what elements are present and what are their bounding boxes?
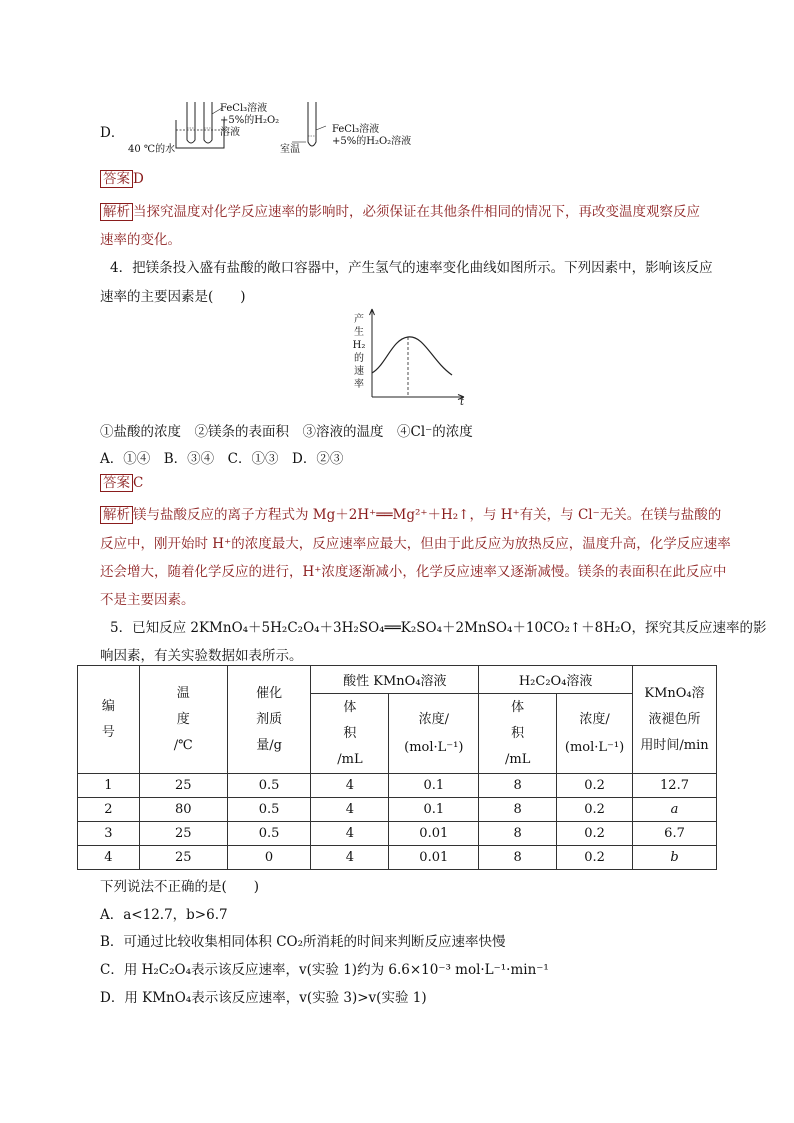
d-room-label: 室温 — [280, 144, 300, 155]
q3-analysis-line-1 — [100, 200, 720, 221]
q5-stem-line-2: 响因素，有关实验数据如表所示。 — [100, 648, 303, 664]
q4-options: A．①④ B．③④ C．①③ D．②③ — [100, 451, 344, 467]
header-text: 编 — [101, 698, 115, 714]
cell: 0 — [227, 846, 311, 870]
cell: 0.1 — [389, 798, 479, 822]
header-volume — [311, 694, 389, 774]
cell: 4 — [311, 798, 389, 822]
q4-analysis-line-3: 还会增大，随着化学反应的进行，H⁺浓度逐渐减小，化学反应速率又逐渐减慢。镁条的表面积在此反应中 — [100, 564, 727, 580]
q5-option-b: B．可通过比较收集相同体积 CO₂所消耗的时间来判断反应速率快慢 — [100, 934, 506, 950]
q5-option-c: C．用 H₂C₂O₄表示该反应速率，v(实验 1)约为 6.6×10⁻³ mol·L⁻¹·min⁻¹ — [100, 962, 549, 978]
table-row — [78, 774, 717, 798]
cell: 3 — [78, 822, 140, 846]
cell: 25 — [139, 774, 227, 798]
y-char: 的 — [354, 353, 364, 364]
header-text: /℃ — [173, 737, 193, 753]
cell: 0.2 — [557, 774, 633, 798]
cell: 4 — [311, 846, 389, 870]
header-text: 浓度/ — [418, 711, 449, 727]
header-text: 体 — [511, 699, 525, 715]
cell: 8 — [479, 846, 557, 870]
header-text: /mL — [504, 751, 531, 767]
cell: a — [633, 798, 717, 822]
y-char: 率 — [354, 379, 364, 390]
cell: 0.5 — [227, 774, 311, 798]
q4-stem-line-2: 速率的主要因素是( ) — [100, 289, 246, 305]
q4-analysis-line-2: 反应中，刚开始时 H⁺的浓度最大，反应速率应最大，但由于此反应为放热反应，温度升高，化学反应速率 — [100, 536, 731, 552]
cell: 0.2 — [557, 822, 633, 846]
d-left-labels — [220, 103, 279, 139]
cell: 2 — [78, 798, 140, 822]
analysis-tag: 解析 — [100, 506, 133, 524]
q4-analysis-text-1: 镁与盐酸反应的离子方程式为 Mg＋2H⁺══Mg²⁺＋H₂↑，与 H⁺有关，与 Cl⁻无关。在镁与盐酸的 — [133, 507, 722, 523]
q5-option-a: A．a<12.7，b>6.7 — [100, 907, 228, 923]
header-text: (mol·L⁻¹) — [404, 739, 464, 755]
cell: 4 — [78, 846, 140, 870]
cell: 8 — [479, 798, 557, 822]
q5-option-d: D．用 KMnO₄表示该反应速率，v(实验 3)>v(实验 1) — [100, 990, 427, 1006]
cell: 0.5 — [227, 798, 311, 822]
header-time — [633, 666, 717, 774]
experiment-table — [77, 665, 717, 870]
graph-x-label: t — [460, 397, 465, 408]
header-text: (mol·L⁻¹) — [564, 739, 625, 755]
cell: 0.01 — [389, 846, 479, 870]
q3-analysis-text-1: 当探究温度对化学反应速率的影响时，必须保证在其他条件相同的情况下，再改变温度观察反应 — [133, 204, 700, 220]
d-right-labels — [332, 124, 411, 148]
q4-answer-line — [100, 474, 143, 492]
cell: 0.1 — [389, 774, 479, 798]
header-kmno4: 酸性 KMnO₄溶液 — [311, 666, 479, 694]
header-text: 剂质 — [256, 711, 283, 727]
header-volume-2 — [479, 694, 557, 774]
table-row — [78, 846, 717, 870]
d-left-label-3: 溶液 — [220, 127, 240, 138]
q5-question: 下列说法不正确的是( ) — [100, 879, 260, 895]
cell: 4 — [311, 774, 389, 798]
d-right-label-2: +5%的H₂O₂溶液 — [332, 136, 412, 147]
header-text: 液褪色所 — [648, 711, 701, 727]
analysis-tag: 解析 — [100, 203, 133, 221]
header-text: 催化 — [256, 685, 283, 701]
d-right-label-1: FeCl₃溶液 — [332, 124, 380, 135]
cell: 25 — [139, 846, 227, 870]
q3-answer-line — [100, 170, 144, 188]
header-h2c2o4: H₂C₂O₄溶液 — [479, 666, 633, 694]
cell: 0.2 — [557, 798, 633, 822]
q4-answer: C — [133, 475, 144, 491]
answer-tag: 答案 — [100, 474, 133, 492]
header-no — [78, 666, 140, 774]
header-text: 度 — [176, 711, 190, 727]
q5-stem-line-1: 5．已知反应 2KMnO₄＋5H₂C₂O₄＋3H₂SO₄══K₂SO₄＋2MnSO₄＋10CO₂↑＋8H₂O，探究其反应速率的影 — [110, 620, 767, 636]
header-text: 体 — [343, 699, 357, 715]
cell: 1 — [78, 774, 140, 798]
header-text: 号 — [101, 724, 115, 740]
graph-y-label — [352, 313, 366, 391]
header-text: 积 — [343, 725, 357, 741]
y-char: 产 — [354, 314, 364, 325]
table-row — [78, 822, 717, 846]
y-char: 速 — [354, 366, 364, 377]
rate-graph — [352, 305, 472, 410]
q4-analysis-line-4: 不是主要因素。 — [100, 592, 195, 608]
header-text: 浓度/ — [579, 711, 610, 727]
q4-stem-line-1: 4．把镁条投入盛有盐酸的敞口容器中，产生氢气的速率变化曲线如图所示。下列因素中，影响该反应 — [110, 260, 713, 276]
header-concentration-2 — [557, 694, 633, 774]
cell: b — [633, 846, 717, 870]
header-text: KMnO₄溶 — [644, 685, 705, 701]
table-row — [78, 798, 717, 822]
cell: 80 — [139, 798, 227, 822]
q3-option-d-label: D． — [100, 125, 125, 141]
q3-answer: D — [133, 171, 144, 187]
header-catalyst — [227, 666, 311, 774]
q3-analysis-line-2: 速率的变化。 — [100, 232, 181, 248]
cell: 4 — [311, 822, 389, 846]
y-char: 生 — [354, 327, 364, 338]
header-text: 用时间/min — [640, 737, 709, 753]
q4-factors: ①盐酸的浓度 ②镁条的表面积 ③溶液的温度 ④Cl⁻的浓度 — [100, 424, 473, 440]
q4-analysis-line-1 — [100, 503, 720, 524]
answer-tag: 答案 — [100, 170, 133, 188]
header-text: 积 — [511, 725, 525, 741]
cell: 8 — [479, 774, 557, 798]
header-temp — [139, 666, 227, 774]
d-left-label-1: FeCl₃溶液 — [220, 103, 268, 114]
cell: 8 — [479, 822, 557, 846]
cell: 0.01 — [389, 822, 479, 846]
header-text: /mL — [337, 751, 363, 767]
header-text: 温 — [176, 685, 190, 701]
cell: 0.2 — [557, 846, 633, 870]
d-left-label-2: +5%的H₂O₂ — [220, 115, 280, 126]
cell: 12.7 — [633, 774, 717, 798]
cell: 0.5 — [227, 822, 311, 846]
header-concentration — [389, 694, 479, 774]
header-text: 量/g — [256, 737, 282, 753]
cell: 6.7 — [633, 822, 717, 846]
cell: 25 — [139, 822, 227, 846]
d-water-label: 40 ℃的水 — [128, 144, 176, 155]
y-char: H₂ — [352, 340, 366, 351]
